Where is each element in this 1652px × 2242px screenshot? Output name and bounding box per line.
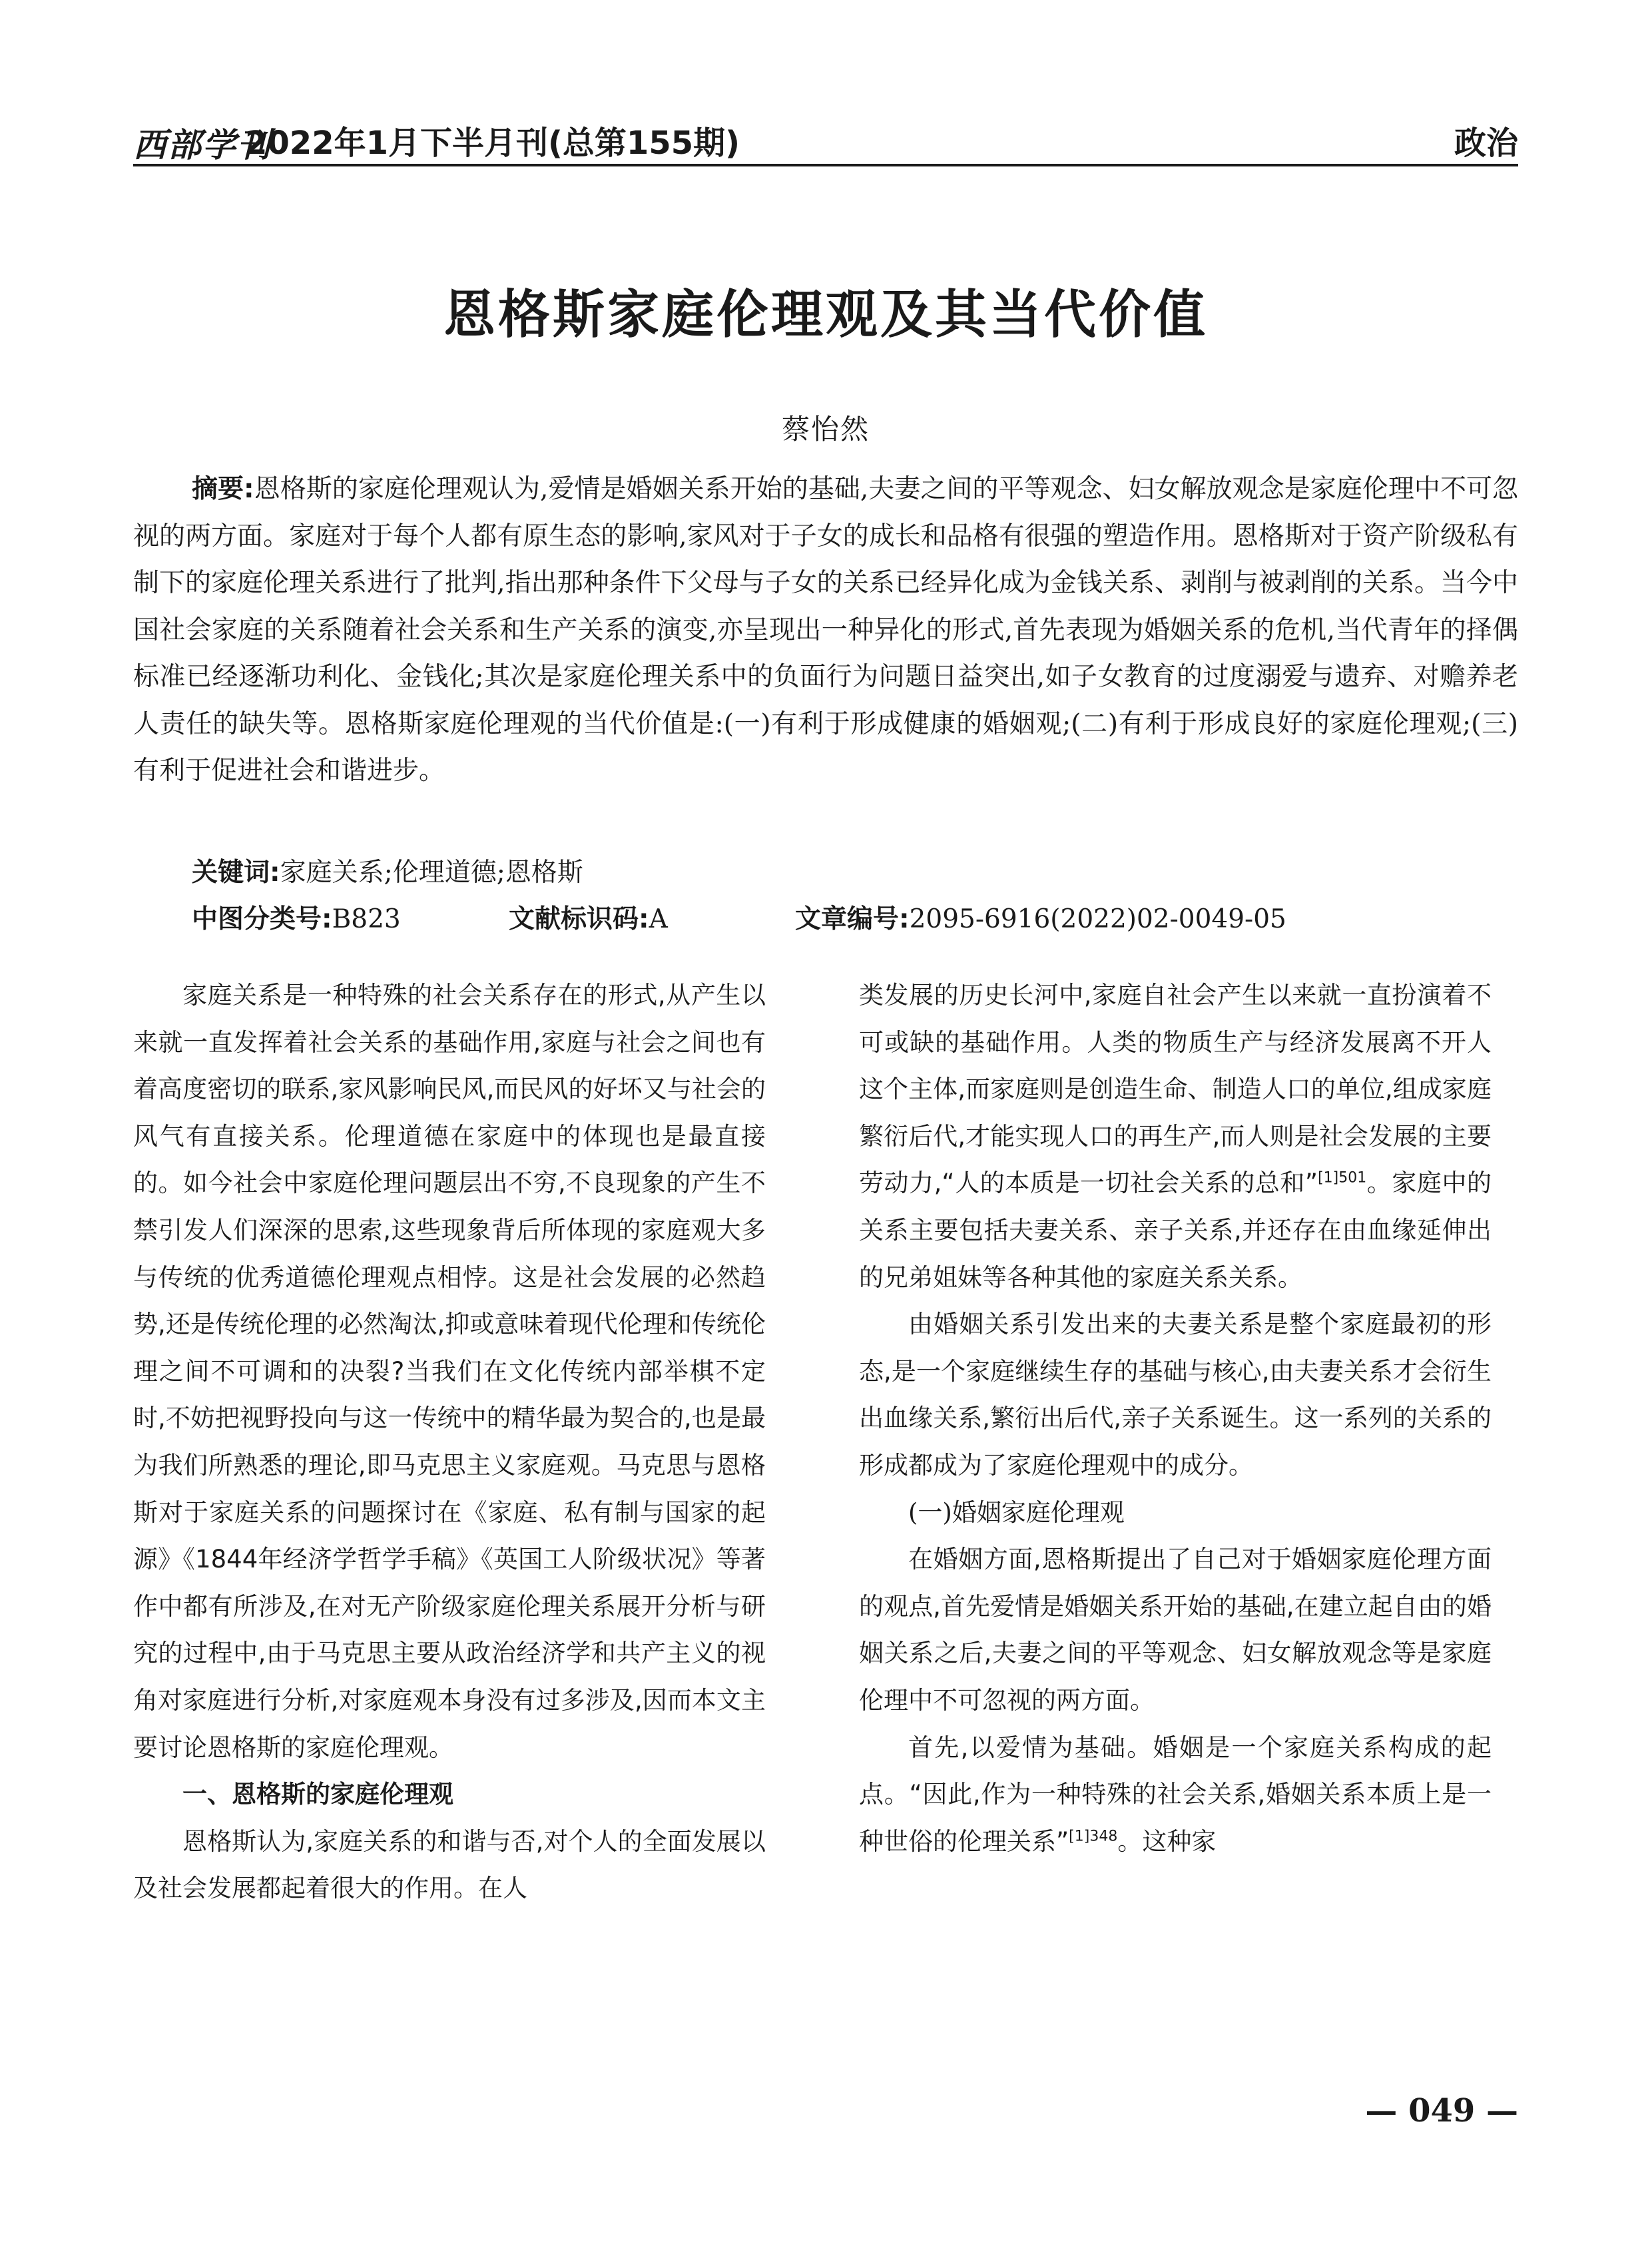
subsection-heading: (一)婚姻家庭伦理观 (908, 1498, 1125, 1527)
classification-line (192, 896, 1457, 943)
article-number-group (795, 896, 1286, 943)
keywords-text: 家庭关系;伦理道德;恩格斯 (280, 858, 583, 888)
author-name: 蔡怡然 (781, 413, 870, 445)
running-header (133, 115, 1518, 166)
keywords (192, 850, 583, 896)
doc-code-label: 文献标识码: (509, 904, 649, 934)
citation: [1]501 (1318, 1170, 1367, 1187)
body-paragraph: 由婚姻关系引发出来的夫妻关系是整个家庭最初的形态,是一个家庭继续生存的基础与核心,由夫妻关系才会衍生出血缘关系,繁衍出后代,亲子关系诞生。这一系列的关系的形成都成为了家庭伦理观中的成分。 (859, 1310, 1492, 1480)
section-name: 政治 (1454, 125, 1518, 162)
article-number-value: 2095-6916(2022)02-0049-05 (909, 904, 1286, 934)
body-text: 。这种家 (1117, 1826, 1217, 1856)
body-paragraph-continued (859, 972, 1492, 1301)
body-paragraph (859, 1725, 1492, 1866)
journal-name: 西部学刊 (133, 125, 272, 164)
article-title: 恩格斯家庭伦理观及其当代价值 (443, 285, 1208, 345)
left-column (133, 972, 766, 1912)
section-heading: 一、恩格斯的家庭伦理观 (182, 1780, 453, 1809)
doc-code-value: A (649, 904, 668, 934)
abstract-label: 摘要: (192, 474, 254, 504)
body-paragraph: 恩格斯认为,家庭关系的和谐与否,对个人的全面发展以及社会发展都起着很大的作用。在人 (133, 1826, 766, 1903)
citation: [1]348 (1069, 1828, 1118, 1845)
body-text: 。家庭中的关系主要包括夫妻关系、亲子关系,并还存在由血缘延伸出的兄弟姐妹等各种其他的家庭关系关系。 (859, 1169, 1492, 1292)
doc-code-group (509, 896, 668, 943)
body-text: 首先,以爱情为基础。婚姻是一个家庭关系构成的起点。“因此,作为一种特殊的社会关系,婚姻关系本质上是一种世俗的伦理关系” (859, 1733, 1492, 1856)
body-text: 类发展的历史长河中,家庭自社会产生以来就一直扮演着不可或缺的基础作用。人类的物质生产与经济发展离不开人这个主体,而家庭则是创造生命、制造人口的单位,组成家庭繁衍后代,才能实现人口的再生产,而人则是社会发展的主要劳动力,“人的本质是一切社会关系的总和” (859, 981, 1492, 1198)
article-number-label: 文章编号: (795, 904, 910, 934)
issue-info: 2022年1月下半月刊(总第155期) (245, 125, 740, 162)
body-paragraph: 家庭关系是一种特殊的社会关系存在的形式,从产生以来就一直发挥着社会关系的基础作用,家庭与社会之间也有着高度密切的联系,家风影响民风,而民风的好坏又与社会的风气有直接关系。伦理道德在家庭中的体现也是最直接的。如今社会中家庭伦理问题层出不穷,不良现象的产生不禁引发人们深深的思索,这些现象背后所体现的家庭观大多与传统的优秀道德伦理观点相悖。这是社会发展的必然趋势,还是传统伦理的必然淘汰,抑或意味着现代伦理和传统伦理之间不可调和的决裂?当我们在文化传统内部举棋不定时,不妨把视野投向与这一传统中的精华最为契合的,也是最为我们所熟悉的理论,即马克思主义家庭观。马克思与恩格斯对于家庭关系的问题探讨在《家庭、私有制与国家的起源》《1844年经济学哲学手稿》《英国工人阶级状况》等著作中都有所涉及,在对无产阶级家庭伦理关系展开分析与研究的过程中,由于马克思主要从政治经济学和共产主义的视角对家庭进行分析,对家庭观本身没有过多涉及,因而本文主要讨论恩格斯的家庭伦理观。 (133, 981, 766, 1762)
clc-group (192, 896, 401, 943)
clc-label: 中图分类号: (192, 904, 332, 934)
page-number: — 049 — (1365, 2092, 1518, 2129)
body-paragraph: 在婚姻方面,恩格斯提出了自己对于婚姻家庭伦理方面的观点,首先爱情是婚姻关系开始的基础,在建立起自由的婚姻关系之后,夫妻之间的平等观念、妇女解放观念等是家庭伦理中不可忽视的两方面。 (859, 1545, 1492, 1715)
right-column (859, 972, 1492, 1865)
abstract (133, 466, 1518, 795)
abstract-text: 恩格斯的家庭伦理观认为,爱情是婚姻关系开始的基础,夫妻之间的平等观念、妇女解放观念是家庭伦理中不可忽视的两方面。家庭对于每个人都有原生态的影响,家风对于子女的成长和品格有很强的塑造作用。恩格斯对于资产阶级私有制下的家庭伦理关系进行了批判,指出那种条件下父母与子女的关系已经异化成为金钱关系、剥削与被剥削的关系。当今中国社会家庭的关系随着社会关系和生产关系的演变,亦呈现出一种异化的形式,首先表现为婚姻关系的危机,当代青年的择偶标准已经逐渐功利化、金钱化;其次是家庭伦理关系中的负面行为问题日益突出,如子女教育的过度溺爱与遗弃、对赡养老人责任的缺失等。恩格斯家庭伦理观的当代价值是:(一)有利于形成健康的婚姻观;(二)有利于形成良好的家庭伦理观;(三)有利于促进社会和谐进步。 (133, 474, 1518, 786)
clc-value: B823 (332, 904, 401, 934)
keywords-label: 关键词: (192, 858, 280, 888)
